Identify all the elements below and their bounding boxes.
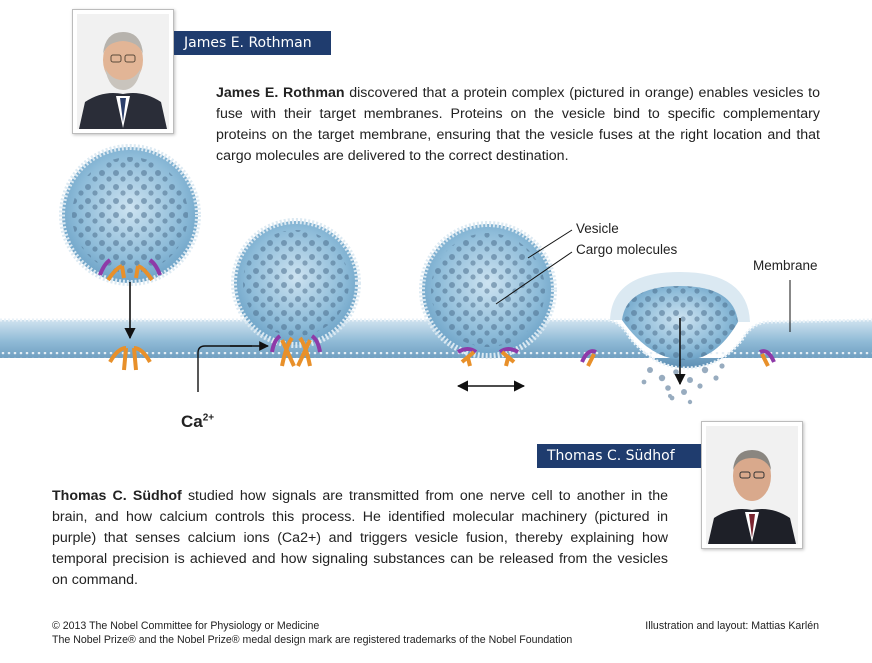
credit-text: Illustration and layout: Mattias Karlén <box>645 620 819 632</box>
rothman-description: discovered that a protein complex (pictured in orange) enables vesicles to fuse with their target membranes. Proteins on the vesicle bind to specific complementary proteins on the target membrane, ensuring that the vesicle fuses at the right location and that cargo molecules are delivered to the correct destination. <box>216 85 820 164</box>
vesicle-1 <box>62 147 198 283</box>
trademark-text: The Nobel Prize® and the Nobel Prize® medal design mark are registered trademarks of the Nobel Foundation <box>52 634 573 646</box>
sudhof-photo <box>701 421 803 549</box>
rothman-name: James E. Rothman <box>216 85 345 101</box>
vesicle-label: Vesicle <box>576 221 619 236</box>
sudhof-portrait <box>702 422 802 548</box>
rothman-name-tag: James E. Rothman <box>174 31 331 55</box>
copyright-text: © 2013 The Nobel Committee for Physiology or Medicine <box>52 620 320 632</box>
sudhof-name-tag: Thomas C. Südhof <box>537 444 701 468</box>
calcium-symbol: Ca <box>181 412 203 431</box>
rothman-photo <box>72 9 174 134</box>
cargo-label: Cargo molecules <box>576 242 678 257</box>
calcium-label <box>181 412 214 432</box>
sudhof-name: Thomas C. Südhof <box>52 488 182 504</box>
sudhof-description: studied how signals are transmitted from one nerve cell to another in the brain, and how calcium controls this process. He identified molecular machinery (pictured in purple) that senses calcium ions (Ca2+) and triggers vesicle fusion, thereby explaining how temporal precision is achieved and how signaling substances can be released from the vesicles on command. <box>52 488 668 588</box>
released-cargo <box>642 363 725 404</box>
membrane-label: Membrane <box>753 258 818 273</box>
vesicle-fusion-diagram <box>0 140 872 440</box>
calcium-charge: 2+ <box>202 412 215 424</box>
rothman-portrait <box>73 10 173 133</box>
sudhof-paragraph <box>52 486 668 591</box>
